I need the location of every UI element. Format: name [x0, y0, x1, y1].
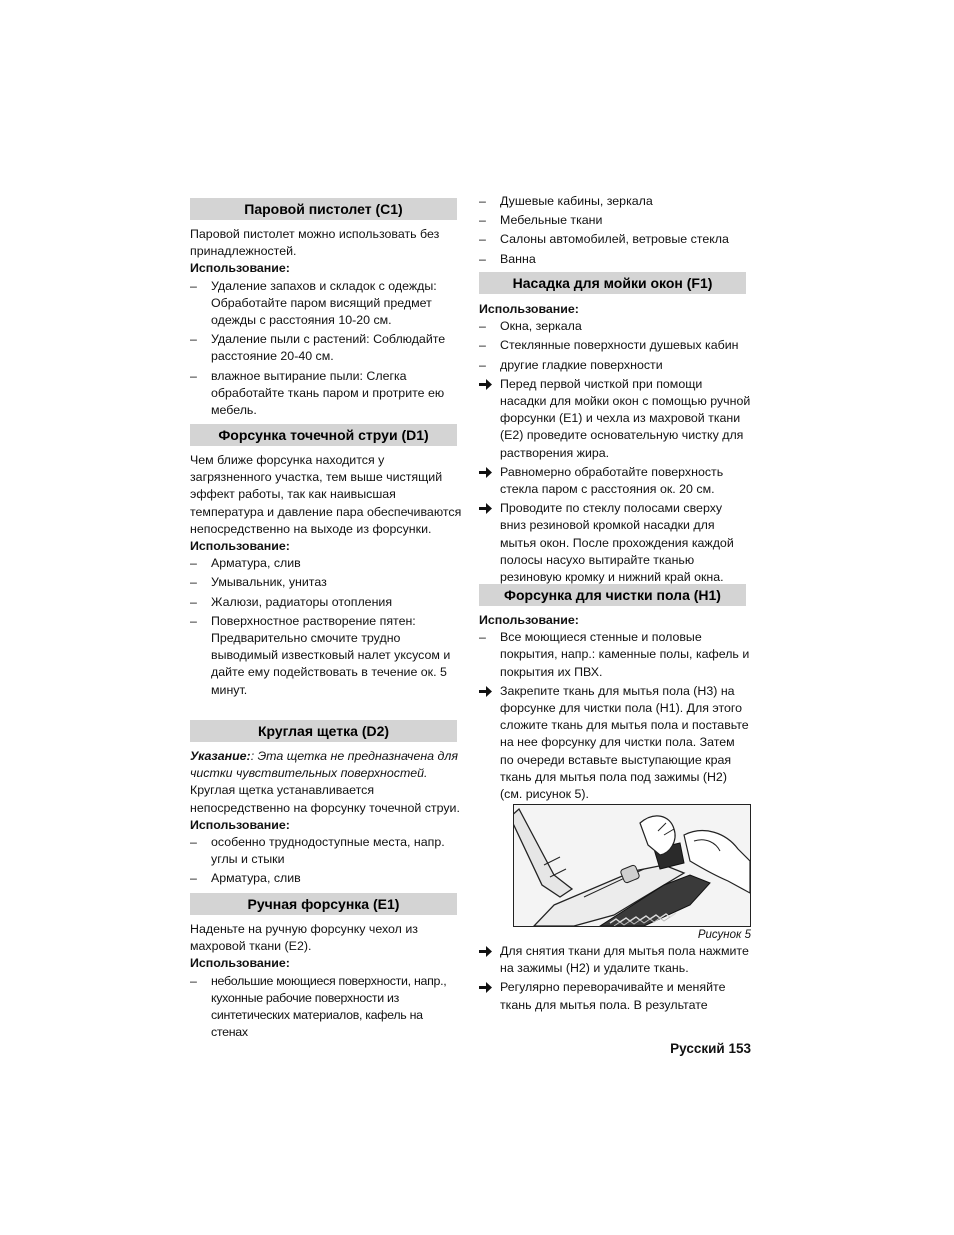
usage-label: Использование: — [479, 613, 579, 627]
step-text: Для снятия ткани для мытья пола нажмите на зажимы (H2) и удалите ткань. — [500, 944, 749, 976]
section-floor-nozzle — [479, 612, 751, 803]
usage-label: Использование: — [190, 956, 290, 971]
list-item: – Стеклянные поверхности душевых кабин — [479, 337, 751, 354]
step-text: Закрепите ткань для мытья пола (H3) на форсунке для чистки пола (H1). Для этого сложите ткань для мытья пола и поставьте на нее форсунку для чистки пола. Затем по очереди вставьте выступающие края ткань для мытья пола под зажимы (H2) (см. рисунок 5). — [500, 683, 749, 802]
step-text: Перед первой чисткой при помощи насадки для мойки окон с помощью ручной форсунки (E1) и чехла из махровой ткани (E2) проведите основательную чистку для растворения жира. — [500, 376, 751, 460]
section-spot-nozzle — [190, 452, 462, 699]
list-item: – Удаление пыли с растений: Соблюдайте расстояние 20-40 см. — [190, 331, 462, 365]
instruction-step — [479, 683, 751, 803]
section-heading-hand-nozzle: Ручная форсунка (E1) — [190, 893, 457, 915]
section-heading-spot-nozzle: Форсунка точечной струи (D1) — [190, 424, 457, 446]
step-text: Регулярно переворачивайте и меняйте ткань для мытья пола. В результате — [500, 980, 726, 1012]
note-text: : Эта щетка не предназначена для чистки чувствительных поверхностей. — [190, 749, 458, 781]
section-round-brush — [190, 748, 462, 888]
section-heading-steam-gun: Паровой пистолет (C1) — [190, 198, 457, 220]
list-continued — [479, 193, 751, 268]
section-heading-round-brush: Круглая щетка (D2) — [190, 720, 457, 742]
usage-label: Использование: — [479, 302, 579, 316]
paragraph: Чем ближе форсунка находится у загрязненного участка, тем выше чистящий эффект работы, так как наивысшая температура и давление пара обеспечиваются непосредственно на выходе из форсунки. — [190, 453, 462, 536]
usage-label: Использование: — [190, 261, 290, 276]
list-item: – особенно труднодоступные места, напр. углы и стыки — [190, 834, 462, 868]
step-text: Проводите по стеклу полосами сверху вниз резиновой кромкой насадки для мытья окон. После прохождения каждой полосы насухо вытирайте тканью резиновую кромку и нижний край окна. — [500, 501, 734, 585]
arrow-right-icon — [479, 946, 492, 957]
figure-caption: Рисунок 5 — [697, 929, 751, 941]
paragraph: Паровой пистолет можно использовать без принадлежностей. — [190, 227, 440, 259]
list-item: – Удаление запахов и складок с одежды: Обработайте паром висящий предмет одежды с расстояния 10-20 см. — [190, 278, 462, 330]
instruction-step — [479, 500, 751, 586]
figure-floor-nozzle — [513, 804, 751, 927]
list-item: – Ванна — [479, 251, 751, 268]
step-text: Равномерно обработайте поверхность стекла паром с расстояния ок. 20 см. — [500, 464, 724, 497]
list-item: – Арматура, слив — [190, 555, 462, 572]
list-item: – Поверхностное растворение пятен: Предварительно смочите трудно выводимый известковый налет уксусом и дайте ему подействовать в течение ок. 5 минут. — [190, 613, 462, 699]
instruction-step — [479, 464, 751, 498]
instruction-step — [479, 979, 751, 1013]
arrow-right-icon — [479, 982, 492, 993]
paragraph: Круглая щетка устанавливается непосредственно на форсунку точечной струи. — [190, 783, 460, 815]
arrow-right-icon — [479, 379, 492, 390]
instruction-step — [479, 376, 751, 462]
instruction-step — [479, 943, 751, 977]
list-item: – Салоны автомобилей, ветровые стекла — [479, 231, 751, 248]
list-item: – другие гладкие поверхности — [479, 357, 751, 374]
list-item: – влажное вытирание пыли: Слегка обработайте ткань паром и протрите ею мебель. — [190, 368, 462, 420]
list-item: – Арматура, слив — [190, 870, 462, 887]
list-item: – Душевые кабины, зеркала — [479, 193, 751, 210]
list-item: – небольшие моющиеся поверхности, напр., кухонные рабочие поверхности из синтетических материалов, кафель на стенах — [190, 973, 462, 1042]
floor-nozzle-illustration — [514, 805, 750, 926]
section-floor-nozzle-continued — [479, 943, 751, 1014]
usage-label: Использование: — [190, 817, 290, 832]
list-item: – Все моющиеся стенные и половые покрытия, напр.: каменные полы, кафель и покрытия их ПВХ. — [479, 629, 751, 681]
paragraph: Наденьте на ручную форсунку чехол из махровой ткани (E2). — [190, 922, 418, 954]
list-item: – Умывальник, унитаз — [190, 574, 462, 591]
section-heading-floor-nozzle: Форсунка для чистки пола (H1) — [479, 584, 746, 606]
section-steam-gun — [190, 226, 462, 419]
list-item: – Окна, зеркала — [479, 318, 751, 335]
section-hand-nozzle — [190, 921, 462, 1041]
note-label: Указание: — [190, 749, 251, 763]
section-heading-window-nozzle: Насадка для мойки окон (F1) — [479, 272, 746, 294]
usage-label: Использование: — [190, 539, 290, 554]
arrow-right-icon — [479, 686, 492, 697]
list-item: – Мебельные ткани — [479, 212, 751, 229]
note — [190, 748, 462, 782]
list-item: – Жалюзи, радиаторы отопления — [190, 594, 462, 611]
section-window-nozzle — [479, 301, 751, 586]
arrow-right-icon — [479, 467, 492, 478]
page-footer: Русский 153 — [670, 1041, 751, 1056]
arrow-right-icon — [479, 503, 492, 514]
